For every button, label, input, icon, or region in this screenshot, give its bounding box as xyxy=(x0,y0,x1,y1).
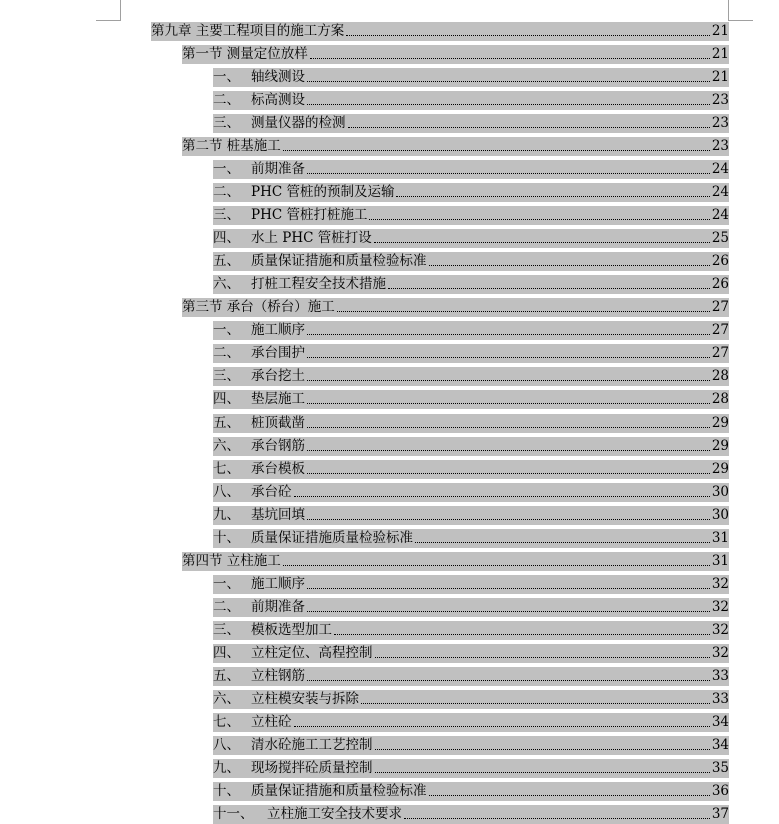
toc-entry-number: 九、 xyxy=(213,760,240,776)
toc-entry-title: 质量保证措施和质量检验标准 xyxy=(251,783,427,799)
toc-dot-leader xyxy=(369,219,709,220)
toc-subsection-entry[interactable] xyxy=(213,575,729,594)
toc-subsection-entry[interactable] xyxy=(213,805,729,824)
toc-dot-leader xyxy=(307,81,710,82)
toc-entry-number: 四、 xyxy=(213,645,240,661)
toc-page-number: 24 xyxy=(711,161,729,177)
toc-page-number: 32 xyxy=(711,645,729,661)
toc-entry-number: 六、 xyxy=(213,276,240,292)
toc-entry-number: 一、 xyxy=(213,322,240,338)
toc-dot-leader xyxy=(375,749,710,750)
toc-page-number: 27 xyxy=(711,345,729,361)
toc-subsection-entry[interactable] xyxy=(213,321,729,340)
toc-entry-number: 八、 xyxy=(213,484,240,500)
toc-subsection-entry[interactable] xyxy=(213,91,729,110)
toc-dot-leader xyxy=(334,634,710,635)
toc-entry-number: 八、 xyxy=(213,737,240,753)
toc-entry-title: 垫层施工 xyxy=(251,391,305,407)
toc-entry-number: 十、 xyxy=(213,783,240,799)
toc-page-number: 23 xyxy=(711,115,729,131)
toc-entry-number: 五、 xyxy=(213,253,240,269)
toc-page-number: 30 xyxy=(711,507,729,523)
toc-dot-leader xyxy=(307,104,710,105)
toc-entry-number: 七、 xyxy=(213,714,240,730)
toc-page-number: 36 xyxy=(711,783,729,799)
toc-page-number: 33 xyxy=(711,691,729,707)
toc-entry-title: 立柱钢筋 xyxy=(251,668,305,684)
toc-section-entry[interactable] xyxy=(182,45,729,64)
toc-subsection-entry[interactable] xyxy=(213,690,729,709)
toc-page-number: 23 xyxy=(711,92,729,108)
toc-dot-leader xyxy=(337,311,710,312)
toc-entry-title: 立柱砼 xyxy=(251,714,292,730)
toc-entry-title: 承台模板 xyxy=(251,461,305,477)
toc-subsection-entry[interactable] xyxy=(213,529,729,548)
toc-entry-title: 施工顺序 xyxy=(251,322,305,338)
toc-entry-title: 前期准备 xyxy=(251,599,305,615)
toc-dot-leader xyxy=(283,150,710,151)
toc-entry-title: 桩顶截凿 xyxy=(251,415,305,431)
toc-page-number: 26 xyxy=(711,276,729,292)
toc-subsection-entry[interactable] xyxy=(213,621,729,640)
toc-entry-number: 三、 xyxy=(213,368,240,384)
toc-dot-leader xyxy=(361,703,710,704)
toc-entry-number: 七、 xyxy=(213,461,240,477)
toc-dot-leader xyxy=(307,403,710,404)
toc-page-number: 32 xyxy=(711,599,729,615)
toc-dot-leader xyxy=(283,565,710,566)
toc-page-number: 34 xyxy=(711,737,729,753)
toc-subsection-entry[interactable] xyxy=(213,206,729,225)
toc-dot-leader xyxy=(294,726,710,727)
toc-dot-leader xyxy=(415,542,710,543)
toc-entry-title: PHC 管桩打桩施工 xyxy=(251,207,368,223)
toc-page-number: 24 xyxy=(711,184,729,200)
toc-entry-title: 立柱施工安全技术要求 xyxy=(267,806,402,822)
toc-entry-title: 第三节 承台（桥台）施工 xyxy=(182,299,335,315)
toc-dot-leader xyxy=(375,772,710,773)
toc-entry-title: 第二节 桩基施工 xyxy=(182,138,281,154)
toc-subsection-entry[interactable] xyxy=(213,644,729,663)
toc-entry-title: 模板选型加工 xyxy=(251,622,332,638)
toc-page-number: 31 xyxy=(711,530,729,546)
toc-page-number: 27 xyxy=(711,322,729,338)
toc-entry-title: 承台钢筋 xyxy=(251,438,305,454)
toc-page-number: 24 xyxy=(711,207,729,223)
toc-page-number: 21 xyxy=(711,23,729,39)
toc-dot-leader xyxy=(396,196,709,197)
toc-entry-number: 三、 xyxy=(213,622,240,638)
toc-entry-title: 第九章 主要工程项目的施工方案 xyxy=(151,23,345,39)
toc-entry-title: 第四节 立柱施工 xyxy=(182,553,281,569)
toc-entry-title: 打桩工程安全技术措施 xyxy=(251,276,386,292)
toc-entry-title: 承台砼 xyxy=(251,484,292,500)
toc-subsection-entry[interactable] xyxy=(213,598,729,617)
toc-entry-number: 二、 xyxy=(213,92,240,108)
toc-subsection-entry[interactable] xyxy=(213,252,729,271)
toc-entry-title: 基坑回填 xyxy=(251,507,305,523)
toc-subsection-entry[interactable] xyxy=(213,483,729,502)
toc-entry-number: 二、 xyxy=(213,184,240,200)
toc-subsection-entry[interactable] xyxy=(213,160,729,179)
toc-page-number: 33 xyxy=(711,668,729,684)
toc-dot-leader xyxy=(348,127,710,128)
toc-page-number: 29 xyxy=(711,415,729,431)
toc-entry-number: 二、 xyxy=(213,345,240,361)
toc-dot-leader xyxy=(429,265,710,266)
toc-entry-title: 质量保证措施质量检验标准 xyxy=(251,530,413,546)
toc-entry-title: 测量仪器的检测 xyxy=(251,115,346,131)
toc-entry-title: 承台围护 xyxy=(251,345,305,361)
toc-dot-leader xyxy=(346,35,710,36)
toc-dot-leader xyxy=(294,496,710,497)
toc-entry-title: 水上 PHC 管桩打设 xyxy=(251,230,372,246)
toc-entry-number: 一、 xyxy=(213,69,240,85)
toc-entry-number: 九、 xyxy=(213,507,240,523)
page-corner-mark-top-right xyxy=(728,0,753,21)
toc-dot-leader xyxy=(307,680,710,681)
toc-entry-number: 十一、 xyxy=(213,806,254,822)
toc-entry-number: 四、 xyxy=(213,230,240,246)
toc-subsection-entry[interactable] xyxy=(213,759,729,778)
toc-subsection-entry[interactable] xyxy=(213,367,729,386)
toc-subsection-entry[interactable] xyxy=(213,183,729,202)
toc-page-number: 31 xyxy=(711,553,729,569)
toc-page-number: 27 xyxy=(711,299,729,315)
toc-dot-leader xyxy=(307,427,710,428)
toc-entry-number: 一、 xyxy=(213,161,240,177)
toc-entry-number: 五、 xyxy=(213,415,240,431)
toc-entry-title: 立柱模安装与拆除 xyxy=(251,691,359,707)
page-corner-mark-top-left xyxy=(96,0,121,21)
toc-entry-title: PHC 管桩的预制及运输 xyxy=(251,184,395,200)
toc-entry-title: 清水砼施工工艺控制 xyxy=(251,737,373,753)
toc-subsection-entry[interactable] xyxy=(213,114,729,133)
toc-dot-leader xyxy=(375,657,710,658)
toc-page-number: 37 xyxy=(711,806,729,822)
toc-dot-leader xyxy=(307,473,710,474)
toc-subsection-entry[interactable] xyxy=(213,460,729,479)
toc-subsection-entry[interactable] xyxy=(213,667,729,686)
toc-dot-leader xyxy=(429,795,710,796)
toc-page-number: 32 xyxy=(711,576,729,592)
toc-subsection-entry[interactable] xyxy=(213,275,729,294)
toc-page-number: 35 xyxy=(711,760,729,776)
toc-page-number: 26 xyxy=(711,253,729,269)
toc-entry-title: 质量保证措施和质量检验标准 xyxy=(251,253,427,269)
toc-dot-leader xyxy=(307,519,710,520)
toc-page-number: 29 xyxy=(711,438,729,454)
toc-entry-title: 立柱定位、高程控制 xyxy=(251,645,373,661)
toc-subsection-entry[interactable] xyxy=(213,344,729,363)
toc-entry-title: 第一节 测量定位放样 xyxy=(182,46,308,62)
toc-entry-number: 三、 xyxy=(213,207,240,223)
toc-entry-number: 二、 xyxy=(213,599,240,615)
toc-subsection-entry[interactable] xyxy=(213,68,729,87)
toc-page-number: 25 xyxy=(711,230,729,246)
toc-dot-leader xyxy=(307,380,710,381)
toc-subsection-entry[interactable] xyxy=(213,437,729,456)
toc-dot-leader xyxy=(307,450,710,451)
toc-entry-number: 四、 xyxy=(213,391,240,407)
toc-subsection-entry[interactable] xyxy=(213,713,729,732)
toc-page-number: 34 xyxy=(711,714,729,730)
toc-entry-number: 六、 xyxy=(213,691,240,707)
toc-page-number: 32 xyxy=(711,622,729,638)
toc-entry-number: 五、 xyxy=(213,668,240,684)
toc-dot-leader xyxy=(404,818,710,819)
toc-subsection-entry[interactable] xyxy=(213,736,729,755)
toc-dot-leader xyxy=(388,288,710,289)
toc-dot-leader xyxy=(307,173,710,174)
toc-entry-number: 三、 xyxy=(213,115,240,131)
toc-dot-leader xyxy=(307,357,710,358)
toc-page-number: 21 xyxy=(711,46,729,62)
toc-dot-leader xyxy=(307,588,710,589)
toc-subsection-entry[interactable] xyxy=(213,782,729,801)
toc-entry-title: 现场搅拌砼质量控制 xyxy=(251,760,373,776)
toc-page-number: 28 xyxy=(711,368,729,384)
toc-subsection-entry[interactable] xyxy=(213,390,729,409)
toc-entry-title: 标高测设 xyxy=(251,92,305,108)
toc-dot-leader xyxy=(374,242,710,243)
toc-section-entry[interactable] xyxy=(182,552,729,571)
toc-dot-leader xyxy=(307,334,710,335)
toc-subsection-entry[interactable] xyxy=(213,229,729,248)
toc-chapter-entry[interactable] xyxy=(151,22,729,41)
toc-subsection-entry[interactable] xyxy=(213,506,729,525)
toc-entry-title: 承台挖土 xyxy=(251,368,305,384)
toc-page-number: 30 xyxy=(711,484,729,500)
toc-dot-leader xyxy=(310,58,710,59)
toc-section-entry[interactable] xyxy=(182,298,729,317)
toc-entry-number: 一、 xyxy=(213,576,240,592)
toc-dot-leader xyxy=(307,611,710,612)
toc-entry-title: 施工顺序 xyxy=(251,576,305,592)
toc-page-number: 29 xyxy=(711,461,729,477)
toc-entry-number: 十、 xyxy=(213,530,240,546)
toc-page-number: 23 xyxy=(711,138,729,154)
toc-subsection-entry[interactable] xyxy=(213,414,729,433)
toc-entry-number: 六、 xyxy=(213,438,240,454)
toc-page-number: 28 xyxy=(711,391,729,407)
toc-section-entry[interactable] xyxy=(182,137,729,156)
toc-page-number: 21 xyxy=(711,69,729,85)
toc-entry-title: 前期准备 xyxy=(251,161,305,177)
toc-entry-title: 轴线测设 xyxy=(251,69,305,85)
